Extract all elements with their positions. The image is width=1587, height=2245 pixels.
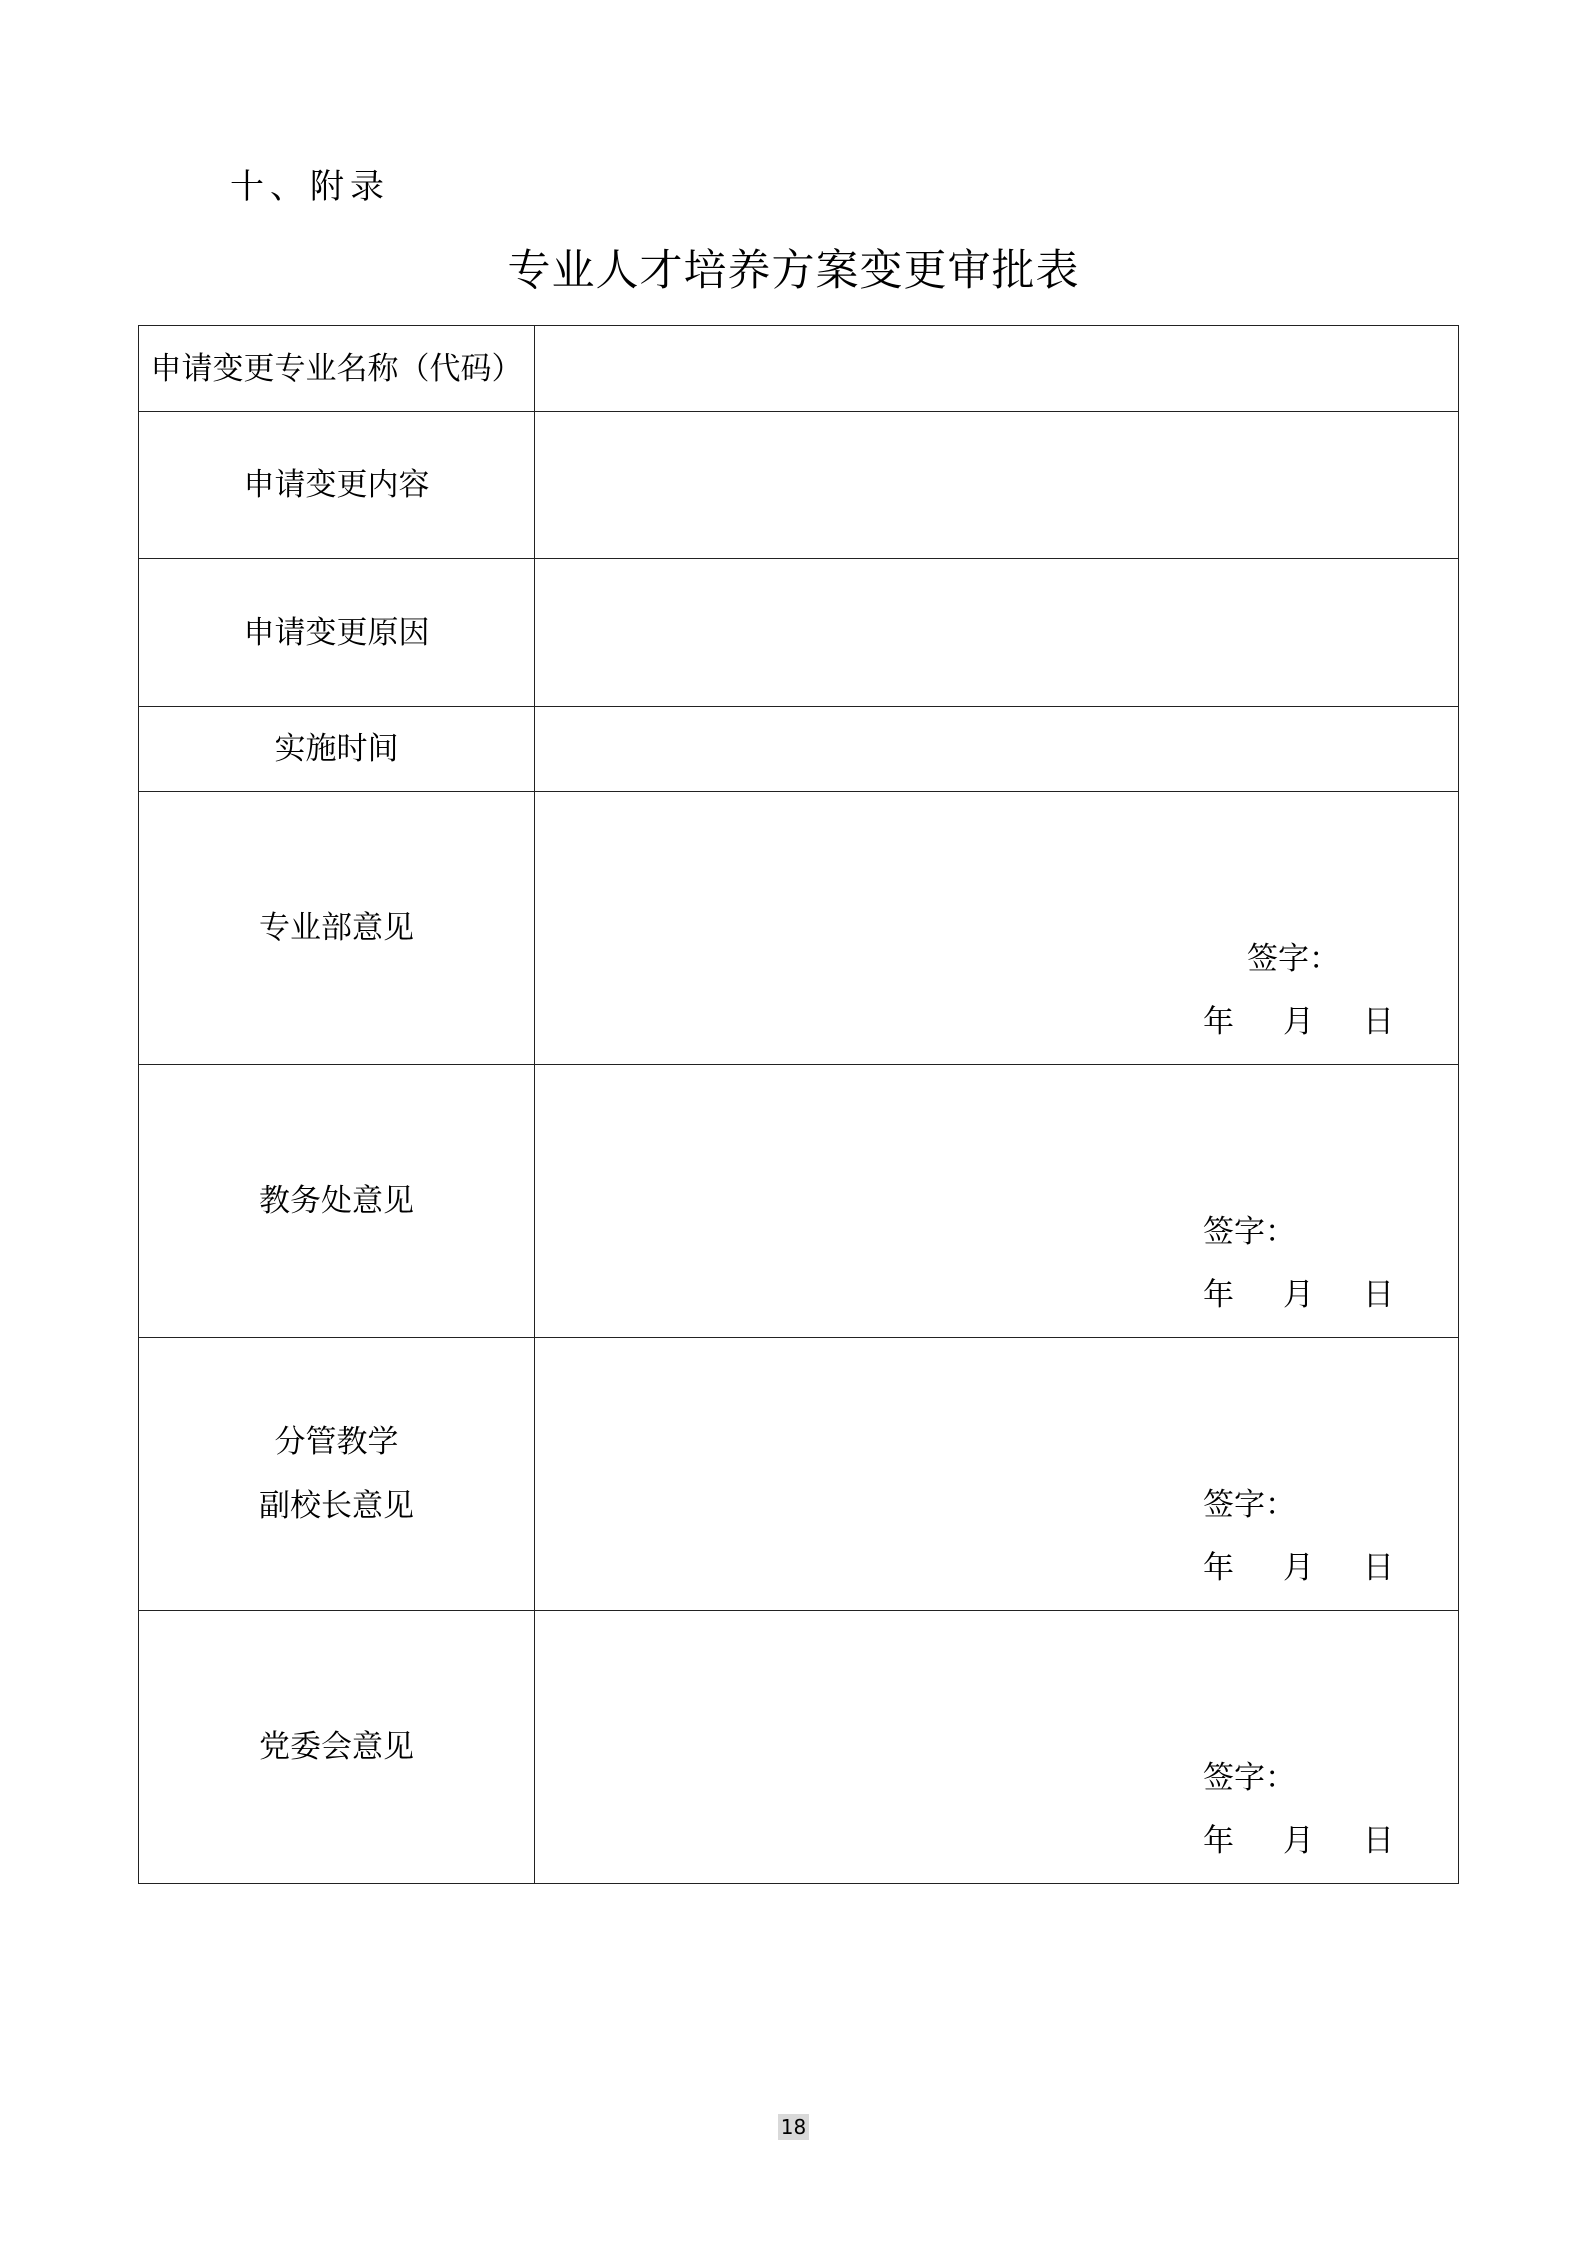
day-label: 日: [1363, 1823, 1394, 1859]
day-label: 日: [1363, 1277, 1394, 1313]
date-line: [1203, 1277, 1443, 1313]
row-vp-opinion: [139, 1338, 1459, 1611]
label-party-opinion: 党委会意见: [139, 1611, 535, 1884]
value-office-opinion[interactable]: [535, 1065, 1459, 1338]
year-label: 年: [1203, 1550, 1234, 1586]
date-line: [1203, 1550, 1443, 1586]
label-dept-opinion: 专业部意见: [139, 792, 535, 1065]
label-vp-line2: 副校长意见: [259, 1488, 414, 1524]
row-party-opinion: [139, 1611, 1459, 1884]
document-title: 专业人才培养方案变更审批表: [507, 246, 1080, 296]
row-change-content: [139, 412, 1459, 559]
value-change-content[interactable]: [535, 412, 1459, 559]
value-dept-opinion[interactable]: [535, 792, 1459, 1065]
value-major-name[interactable]: [535, 326, 1459, 412]
section-heading: 十、附录: [230, 167, 390, 207]
row-implementation-time: [139, 707, 1459, 792]
approval-form-table: [138, 325, 1459, 1884]
label-implementation-time: 实施时间: [139, 707, 535, 792]
row-dept-opinion: [139, 792, 1459, 1065]
date-line: [1203, 1004, 1443, 1040]
label-office-opinion: 教务处意见: [139, 1065, 535, 1338]
label-change-content: 申请变更内容: [139, 412, 535, 559]
row-major-name: [139, 326, 1459, 412]
year-label: 年: [1203, 1277, 1234, 1313]
row-office-opinion: [139, 1065, 1459, 1338]
value-implementation-time[interactable]: [535, 707, 1459, 792]
month-label: 月: [1283, 1823, 1314, 1859]
year-label: 年: [1203, 1004, 1234, 1040]
label-major-name: 申请变更专业名称（代码）: [139, 326, 535, 412]
label-change-reason: 申请变更原因: [139, 559, 535, 707]
signature-label: 签字：: [1203, 1487, 1296, 1523]
value-change-reason[interactable]: [535, 559, 1459, 707]
month-label: 月: [1283, 1550, 1314, 1586]
signature-label: 签字：: [1203, 1760, 1296, 1796]
row-change-reason: [139, 559, 1459, 707]
month-label: 月: [1283, 1004, 1314, 1040]
month-label: 月: [1283, 1277, 1314, 1313]
page-number: [0, 2115, 1587, 2139]
signature-label: 签字：: [1203, 1214, 1296, 1250]
year-label: 年: [1203, 1823, 1234, 1859]
label-vp-line1: 分管教学: [274, 1424, 399, 1460]
day-label: 日: [1363, 1550, 1394, 1586]
page-number-text: 18: [778, 2114, 809, 2140]
signature-label: 签字：: [1247, 941, 1340, 977]
day-label: 日: [1363, 1004, 1394, 1040]
label-vp-opinion: [139, 1338, 535, 1611]
value-party-opinion[interactable]: [535, 1611, 1459, 1884]
date-line: [1203, 1823, 1443, 1859]
value-vp-opinion[interactable]: [535, 1338, 1459, 1611]
